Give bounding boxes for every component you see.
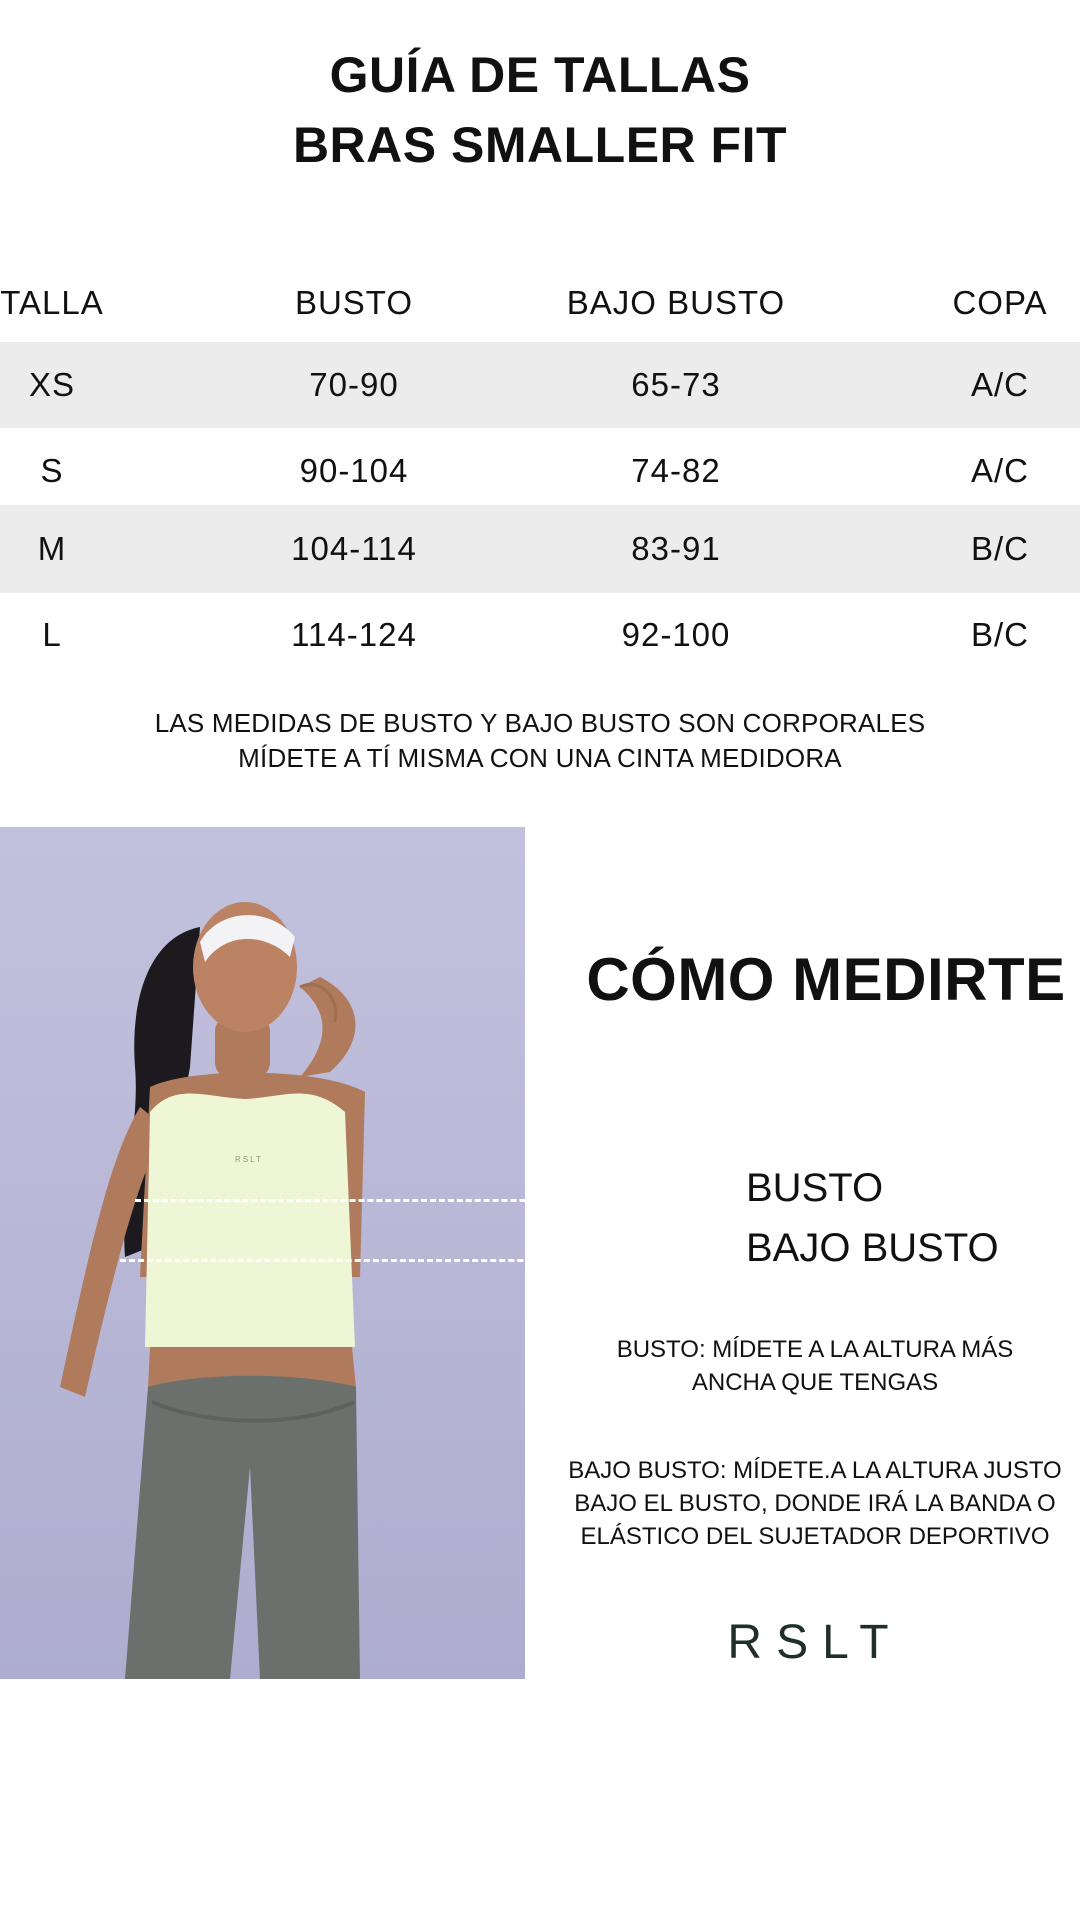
measurement-note-1: LAS MEDIDAS DE BUSTO Y BAJO BUSTO SON CORPORALES — [154, 708, 926, 738]
table-row — [0, 593, 1080, 677]
underbust-instruction-3: ELÁSTICO DEL SUJETADOR DEPORTIVO — [580, 1523, 1050, 1550]
underbust-label: BAJO BUSTO — [746, 1226, 999, 1270]
cell-copa: B/C — [970, 530, 1029, 567]
table-row — [0, 342, 1080, 428]
bust-measure-line — [135, 1199, 740, 1202]
model-photo — [0, 827, 525, 1679]
model-illustration — [0, 827, 525, 1679]
cell-bajo-busto: 92-100 — [621, 616, 731, 653]
table-row — [0, 505, 1080, 593]
bust-instruction-1: BUSTO: MÍDETE A LA ALTURA MÁS — [616, 1336, 1014, 1363]
bust-label: BUSTO — [746, 1166, 884, 1210]
cell-talla: L — [42, 616, 62, 653]
cell-bajo-busto: 74-82 — [631, 452, 721, 489]
header-talla: TALLA — [0, 284, 104, 321]
how-to-heading: CÓMO MEDIRTE — [586, 946, 1066, 1013]
page-subtitle: BRAS SMALLER FIT — [292, 117, 788, 173]
cell-busto: 70-90 — [309, 366, 399, 403]
underbust-instruction-1: BAJO BUSTO: MÍDETE.A LA ALTURA JUSTO — [568, 1457, 1062, 1484]
cell-copa: A/C — [970, 452, 1029, 489]
cell-talla: M — [37, 530, 67, 567]
cell-copa: B/C — [970, 616, 1029, 653]
cell-busto: 90-104 — [299, 452, 409, 489]
cell-busto: 104-114 — [291, 530, 417, 567]
header-bajo-busto: BAJO BUSTO — [566, 284, 786, 321]
header-copa: COPA — [952, 284, 1048, 321]
table-row — [0, 428, 1080, 514]
page-title: GUÍA DE TALLAS — [329, 47, 751, 103]
cell-bajo-busto: 65-73 — [631, 366, 721, 403]
svg-text:RSLT: RSLT — [235, 1155, 263, 1164]
cell-talla: XS — [28, 366, 76, 403]
header-busto: BUSTO — [294, 284, 414, 321]
cell-copa: A/C — [970, 366, 1029, 403]
brand-logo: RSLT — [727, 1616, 903, 1669]
bust-instruction-2: ANCHA QUE TENGAS — [691, 1369, 939, 1396]
cell-busto: 114-124 — [291, 616, 417, 653]
cell-bajo-busto: 83-91 — [631, 530, 721, 567]
underbust-measure-line — [120, 1259, 740, 1262]
cell-talla: S — [40, 452, 64, 489]
underbust-instruction-2: BAJO EL BUSTO, DONDE IRÁ LA BANDA O — [574, 1490, 1056, 1517]
measurement-note-2: MÍDETE A TÍ MISMA CON UNA CINTA MEDIDORA — [238, 743, 842, 773]
table-header-row — [0, 268, 1080, 338]
